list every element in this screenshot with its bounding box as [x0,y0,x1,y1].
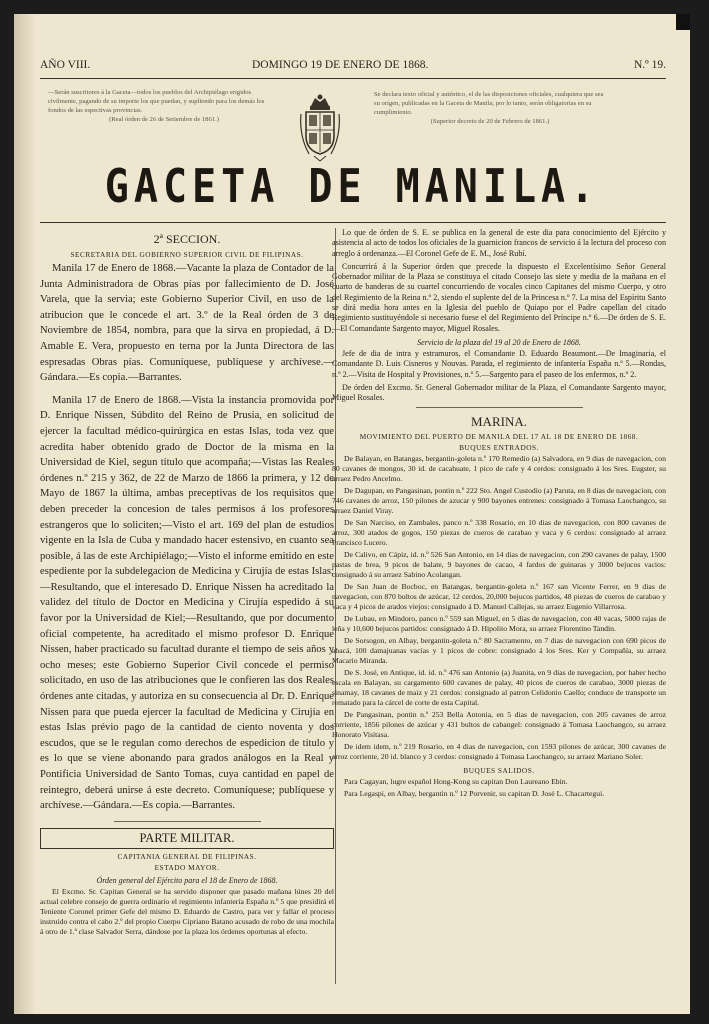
military-subheading: CAPITANIA GENERAL DE FILIPINAS. [117,851,257,861]
military-subheading-2: ESTADO MAYOR. [154,862,220,872]
departed-ships-heading: BUQUES SALIDOS. [463,766,535,776]
ship-entry: Para Cagayan, lugre español Hong-Kong su capitan Don Laureano Ebin. [344,777,568,787]
military-order-text: El Excmo. Sr. Capitan General se ha servido disponer que pasado mañana lúnes 20 del actual celebre consejo de guerra ordinario el regimiento infantería España n.º 5 que presidirá el Teniente Coronel primer Gefe del mismo D. Eduardo de Castro, para ver y fallar el proceso instruido contra el cabo 2.º del propio Cuerpo Cipriano Batano acusado de robo de una mochila á otro de 1.ª clase Salvador Serra, dándose por la plaza los órdenes oportunas al efecto. [40,886,334,936]
entered-ships-list [332,454,666,762]
council-order: Concurrirá á la Superior órden que precede la dispuesto el Excelentísimo Señor General Gobernador militar de la Plaza se constituya el citado Consejo las siete y media de la mañana en el cuarto de banderas de su cuartel concurriendo de vocales cinco Capitanes del mismo Cuerpo, y otro del Regimiento de la Reina n.º 2, siendo el suplente del de la Princesa n.º 7. La misa del Espíritu Santo se dirá media hora antes en la Iglesia del pueblo de Quiapo por el Padre capellan del citado Regimiento sustituyéndole si necesario fuese el del Regimiento del Príncipe n.º 6.—De órden de S. E.—El Comandante Sargento mayor, Miguel Rosales. [332,261,666,333]
subsection-heading: SECRETARIA DEL GOBIERNO SUPERIOR CIVIL DE FILIPINAS. [70,250,304,259]
issue-number: N.º 19. [634,59,666,71]
corner-tab [676,14,690,30]
newspaper-title: GACETA DE MANILA. [104,160,600,214]
ship-entry: De Pangasinan, pontin n.º 253 Bella Antonia, en 5 dias de navegacion, con 205 cavanes de arroz corriente, 1856 pilones de azúcar y 431 bultos de cabangel: consignado á Tomasa Laochangco, su arraez Honorato Visitasa. [332,710,666,740]
left-separator [114,821,261,822]
left-column [40,232,334,984]
date-label: DOMINGO 19 DE ENERO DE 1868. [252,59,429,71]
left-decree-text: —Serán suscritores á la Gaceta—todos los pueblos del Archipiélago erigidos civilmente, pagando de su importe los que puedan, y supliendo para los demás los fondos de las espectivas provincias. [48,89,265,114]
newspaper-page [14,14,690,1014]
right-decree [374,90,606,126]
right-decree-signature: (Superior decreto de 20 de Febrero de 1861.) [430,118,550,125]
port-movement-heading: MOVIMIENTO DEL PUERTO DE MANILA DEL 17 AL 18 DE ENERO DE 1868. [359,432,639,442]
ship-entry: De Balayan, en Batangas, bergantin-goleta n.º 170 Remedio (a) Salvadora, en 9 dias de navegacion, con 80 cavanes de mongos, 30 id. de cacahuate, 1 pico de cafe y 4 cerdos: consignado á los Sres. Eugster, su arraez Pedro Ancelmo. [332,454,666,484]
service-order: De órden del Excmo. Sr. General Gobernador militar de la Plaza, el Comandante Sargento mayor, Miguel Rosales. [332,382,666,403]
ship-entry: De S. José, en Antique, id. id. n.º 476 san Antonio (a) Juanita, en 9 dias de navegacion, por haber hecho escala en Balayan, su cargamento 600 cavanes de palay, 40 picos de cueros de carabao, 3000 piezas de sinamay, 18 cavanes de maiz y 21 cerdos: consignado al patron Celidonio Caello; conduce de transporte un rematado para la cárcel de corte de esta Capital. [332,668,666,708]
left-decree-signature: (Real órden de 26 de Setiembre de 1861.) [109,116,219,123]
entered-ships-heading: BUQUES ENTRADOS. [459,443,539,453]
left-decree [48,88,280,124]
right-column [332,228,666,984]
ship-entry: De Lubau, en Mindoro, panco n.º 559 san Miguel, en 5 dias de navegacion, con 40 vacas, 5000 rajas de leña y 10,600 bejucos partidos: consignado á D. Hipolito Mora, su arraez Florentino Tandin. [332,614,666,634]
service-text: Jefe de dia de intra y estramuros, el Comandante D. Eduardo Beaumont.—De Imaginaria, el Comandante D. Luis Cisneros y Nouvas. Parada, el regimiento de infantería España n.º 5.—Rondas, n.º 2.—Visita de Hospital y Provisiones, n.º 5.—Sargento para el paseo de los enfermos, n.º 2. [332,348,666,379]
decree-nissen: Manila 17 de Enero de 1868.—Vista la instancia promovida por D. Enrique Nissen, Súbdito del Reino de Prusia, en solicitud de ejercer la facultad médico-quirúrgica en estas Islas, toda vez que acredita haber obtenido grado de Doctor de la misma en la Universidad de Kiel, segun título que acompaña;—Vistas las Reales órdenes n.º 215 y 362, de 22 de Marzo de 1866 la primera, y 12 de Mayo de 1867 la última, ambas preceptivas de los requisitos que deben preceder la concesion de tales permisos á los profesores estrangeros que lo soliciten;—Visto el art. 169 del plan de estudios vigente en la Isla de Cuba y mandado hacer estensivo, en cuanto sea posible, á las de este Archipiélago;—Visto el informe emitido en este espediente por la subdelegacion de Medicina y Cirujía de estas Islas;—Resultando, que el interesado D. Enrique Nissen ha acreditado la validez del título de Doctor en Medicina y Cirujía espedido á su favor por la Universidad de Kiel;—Resultando, que por documento oficial competente, ha acreditado el mismo profesor D. Enrique Nissen, haber practicado su facultad durante el tiempo de seis años y ocho meses; este Gobierno Superior Civil concede el permiso solicitado, en uso de las atribuciones que le confieren las dos Reales órdenes ante citadas, y autoriza en su consecuencia al Dr. D. Enrique Nissen para que pueda ejercer la facultad de Medicina y Cirujía en estas Islas prévio pago de la cantidad de ciento noventa y dos escudos, que se le regulan como derechos de espedicion de título y es lo que se viene abonando para grados análogos en la Real y Pontificia Universidad de Santo Tomas, cuya cantidad en papel de reintegro, deberá unirse á este decreto. Comuníquese; publíquese y archívese.—Gándara.—Es copia.—Barrantes. [40,394,334,812]
ship-entry: De Sorsogon, en Albay, bergantin-goleta n.º 80 Sacramento, en 7 dias de navegacion con 690 picos de abacá, 100 damajuanas vacías y 1 picos de cobre: consignado á los Sres. Ker y Compañía, su arraez Macario Miranda. [332,636,666,666]
departed-ships-list [332,777,666,799]
military-section-heading: PARTE MILITAR. [40,828,334,849]
service-title: Servicio de la plaza del 19 al 20 de Enero de 1868. [417,337,581,347]
coat-of-arms-icon [297,92,343,162]
order-publication: Lo que de órden de S. E. se publica en la general de este dia para conocimiento del Ejército y asistencia al acto de todos los oficiales de la guarnicion francos de servicio á la lectura del proceso con arreglo á ordenanza.—El Coronel Gefe de E. M., José Rubí. [332,228,666,258]
decree-contador: Manila 17 de Enero de 1868.—Vacante la plaza de Contador de la Junta Administradora de Obras pías por fallecimiento de D. José Varela, que la servia; este Gobierno Superior Civil, en uso de la atribucion que le concede el art. 3.º de la Real órden de 3 de Noviembre de 1854, nombra, para que la sirva en propiedad, á D. Amable E. Vera, propuesto en terna por la Junta Directora de las espresadas Obras pías. Comuníquese, publíquese y archívese.—Gándara.—Es copia.—Barrantes. [40,263,334,384]
ship-entry: De Dagupan, en Pangasinan, pontin n.º 222 Sto. Angel Custodio (a) Paruta, en 8 dias de navegacion, con 746 cavanes de arroz, 150 pilones de azucar y 900 bayones entrenes: consignado á Tomasa Laochangco, su arraez Daniel Viray. [332,486,666,516]
title-rule [40,222,666,223]
ship-entry: De San Narciso, en Zambales, panco n.º 338 Rosario, en 10 dias de navegacion, con 800 cavanes de arroz, 300 atados de gogos, 150 piezas de cueros de carabao y vaca y 6 cerdos: consignado al arraez Francisco Lucero. [332,518,666,548]
right-separator [416,407,583,408]
ship-entry: De idem idem, n.º 219 Rosario, en 4 dias de navegacion, con 1593 pilones de azúcar, 300 cavanes de arroz corriente, 20 id. blanco y 3 cerdos: consignado á Tomasa Laochangco, su arraez Mariano Soler. [332,742,666,762]
section-heading: 2ª SECCION. [153,232,221,246]
military-order-title: Órden general del Ejército para el 18 de Enero de 1868. [96,875,278,885]
ship-entry: Para Legaspi, en Albay, bergantin n.º 12 Porvenir, su capitan D. José L. Chacartegui. [344,789,605,799]
masthead-bar [40,56,666,79]
right-decree-text: Se declara texto oficial y auténtico, el de las disposiciones oficiales, cualquiera que sea su orígen, publicadas en la Gaceta de Manila; por lo tanto, serán obligatorias en su cumplimiento. [374,91,604,116]
year-label: AÑO VIII. [40,59,91,71]
ship-entry: De Calivo, en Cápiz, id. n.º 526 San Antonio, en 14 dias de navegacion, con 290 cavanes de palay, 1500 pastas de brea, 9 picos de balate, 9 bayones de cacao, 4 fardos de guinaras y 3000 bejucos vacios: consignado á su arraez Sabino Acolangan. [332,550,666,580]
ship-entry: De San Juan de Bocboc, en Batangas, bergantin-goleta n.º 167 san Vicente Ferrer, en 9 dias de navegacion, con 870 bultos de azúcar, 12 cerdos, 20,000 bejucos partidos, 48 piezas de cueros de carabao y vaca y 4 picos de arados viejos: consignado á D. Manuel Callejas, su arraez Eugenio Villarrosa. [332,582,666,612]
marina-heading: MARINA. [471,414,527,430]
